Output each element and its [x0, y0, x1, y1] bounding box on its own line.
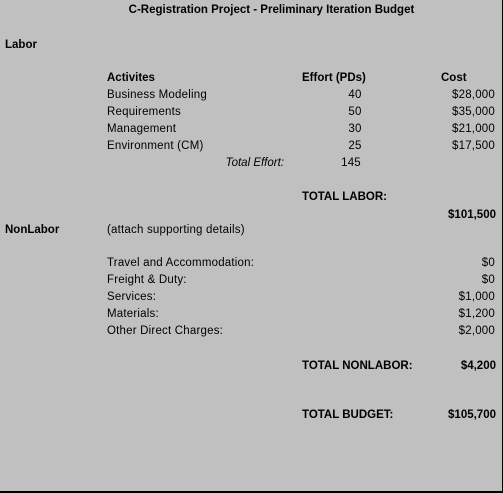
labor-effort: 30: [348, 123, 362, 135]
total-labor-label: TOTAL LABOR:: [302, 191, 387, 203]
labor-effort: 50: [348, 106, 362, 118]
nonlabor-item: Travel and Accommodation:: [107, 257, 255, 269]
page-title: C-Registration Project - Preliminary Iteration Budget: [128, 4, 415, 16]
labor-effort: 25: [348, 140, 362, 152]
labor-cost: $28,000: [452, 89, 495, 101]
nonlabor-cost: $0: [481, 257, 495, 269]
labor-activity: Management: [107, 123, 177, 135]
nonlabor-cost: $1,000: [458, 291, 495, 303]
nonlabor-cost: $0: [481, 274, 495, 286]
total-nonlabor-value: $4,200: [460, 360, 496, 372]
labor-activity: Requirements: [107, 106, 181, 118]
labor-effort: 40: [348, 89, 362, 101]
total-nonlabor-label: TOTAL NONLABOR:: [302, 360, 413, 372]
nonlabor-item: Freight & Duty:: [107, 274, 187, 286]
total-budget-label: TOTAL BUDGET:: [302, 409, 394, 421]
effort-header: Effort (PDs): [302, 72, 366, 84]
labor-cost: $35,000: [452, 106, 495, 118]
nonlabor-note: (attach supporting details): [107, 224, 245, 236]
total-labor-value: $101,500: [448, 209, 496, 221]
total-effort-label: Total Effort:: [225, 157, 284, 169]
total-budget-value: $105,700: [448, 409, 496, 421]
nonlabor-item: Materials:: [107, 308, 159, 320]
labor-cost: $17,500: [452, 140, 495, 152]
labor-cost: $21,000: [452, 123, 495, 135]
labor-activity: Environment (CM): [107, 140, 204, 152]
nonlabor-item: Other Direct Charges:: [107, 325, 224, 337]
nonlabor-item: Services:: [107, 291, 157, 303]
labor-activity: Business Modeling: [107, 89, 207, 101]
total-effort-value: 145: [341, 157, 361, 169]
nonlabor-cost: $2,000: [458, 325, 495, 337]
nonlabor-section-label: NonLabor: [5, 224, 60, 236]
nonlabor-cost: $1,200: [458, 308, 495, 320]
cost-header: Cost: [441, 72, 467, 84]
activities-header: Activites: [107, 72, 155, 84]
labor-section-label: Labor: [5, 39, 37, 51]
